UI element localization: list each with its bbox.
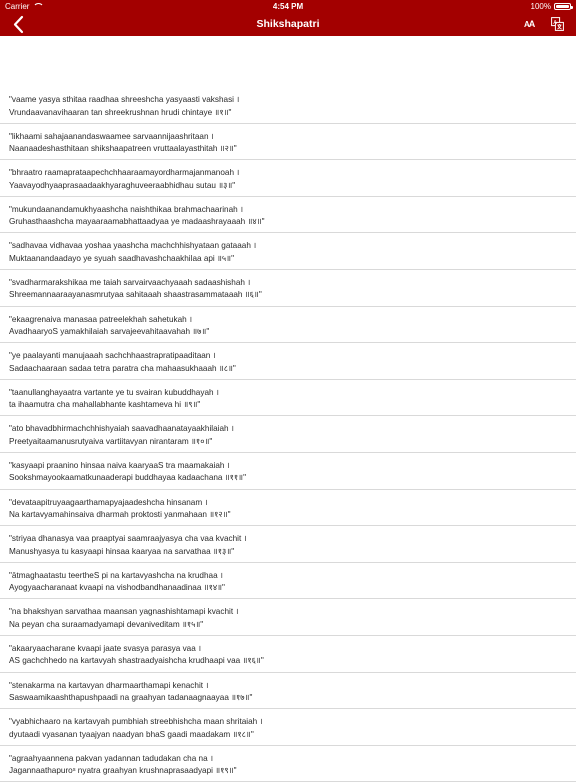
verse-line-2: Na kartavyamahinsaiva dharmah proktosti yanmahaan ॥१२॥" bbox=[9, 510, 231, 520]
verse-item[interactable] bbox=[0, 599, 576, 636]
verse-line-2: dyutaadi vyasanan tyaajyan naadyan bhaS gaadi maadakam ॥१८॥" bbox=[9, 729, 254, 739]
verse-item[interactable] bbox=[0, 636, 576, 673]
verse-line-1: "bhraatro raamaprataapechchhaaraamayordharmajanmanoah । bbox=[9, 168, 240, 178]
verse-line-2: Saswaamikaashthapushpaadi na graahyan tadanaagnaayaa ॥१७॥" bbox=[9, 693, 253, 702]
carrier-label: Carrier bbox=[5, 2, 30, 11]
battery-icon bbox=[554, 3, 571, 10]
verse-line-2: Na peyan cha suraamadyamapi devaniveditam ॥१५॥" bbox=[9, 619, 204, 629]
verse-line-2: Vrundaavanavihaaran tan shreekrushnan hrudi chintaye ॥१॥" bbox=[9, 107, 232, 117]
navigation-bar bbox=[0, 13, 576, 36]
verse-line-2: ta ihaamutra cha mahallabhante kashtameva hi ॥९॥" bbox=[9, 400, 201, 410]
svg-text:A: A bbox=[553, 19, 557, 26]
verse-item[interactable] bbox=[0, 197, 576, 234]
font-size-icon bbox=[524, 20, 534, 29]
verse-line-2: Sadaachaaraan sadaa tetra paratra cha mahaasukhaaah ॥८॥" bbox=[9, 363, 236, 373]
verse-line-1: "na bhakshyan sarvathaa maansan yagnashishtamapi kvachit । bbox=[9, 607, 239, 617]
verse-line-1: "striyaa dhanasya vaa praaptyai saamraajyasya cha vaa kvachit । bbox=[9, 534, 247, 544]
verse-item[interactable] bbox=[0, 563, 576, 600]
verse-item[interactable] bbox=[0, 343, 576, 380]
verse-line-2: Yaavayodhyaaprasaadaakhyaraghuveeraabhidhau sutau ॥३॥" bbox=[9, 180, 236, 190]
verse-list bbox=[0, 87, 576, 782]
verse-item[interactable] bbox=[0, 233, 576, 270]
verse-line-1: "ātmaghaatastu teertheS pi na kartavyashcha na krudhaa । bbox=[9, 570, 224, 580]
verse-line-1: "vyabhichaaro na kartavyah pumbhiah streebhishcha maan shritaiah । bbox=[9, 717, 263, 727]
verse-line-2: Manushyasya tu kasyaapi hinsaa kaaryaa na sarvathaa ॥१३॥" bbox=[9, 546, 235, 556]
verse-item[interactable] bbox=[0, 526, 576, 563]
verse-line-2: Jagannaathapuroˢ nyatra graahyan krushnaprasaadyapi ॥१९॥" bbox=[9, 766, 237, 776]
verse-line-1: "sadhavaa vidhavaa yoshaa yaashcha machchhishyataan gataaah । bbox=[9, 241, 257, 251]
font-size-small-a: A bbox=[524, 20, 529, 29]
verse-item[interactable] bbox=[0, 453, 576, 490]
font-size-button[interactable] bbox=[524, 17, 538, 31]
verse-line-1: "ato bhavadbhirmachchhishyaiah saavadhaanatayaakhilaiah । bbox=[9, 424, 234, 434]
translate-button[interactable] bbox=[551, 17, 564, 31]
verse-line-1: "devataapitruyaagaarthamapyajaadeshcha hinsanam । bbox=[9, 497, 208, 507]
verse-line-1: "vaame yasya sthitaa raadhaa shreeshcha yasyaasti vakshasi । bbox=[9, 95, 240, 104]
verse-line-1: "svadharmarakshikaa me taiah sarvairvaachyaaah sadaashishah । bbox=[9, 277, 251, 287]
verse-item[interactable] bbox=[0, 416, 576, 453]
verse-line-2: Gruhasthaashcha mayaaraamabhattaadyaa ye madaashrayaaah ॥४॥" bbox=[9, 217, 265, 227]
verse-item[interactable] bbox=[0, 87, 576, 124]
translate-icon bbox=[551, 17, 564, 31]
verse-line-2: Preetyaitaamanusrutyaiva vartiitavyan nirantaram ॥१०॥" bbox=[9, 436, 213, 446]
verse-item[interactable] bbox=[0, 380, 576, 417]
verse-item[interactable] bbox=[0, 673, 576, 710]
verse-line-1: "mukundaanandamukhyaashcha naishthikaa brahmachaarinah । bbox=[9, 204, 244, 214]
verse-item[interactable] bbox=[0, 160, 576, 197]
battery-percent: 100% bbox=[530, 2, 551, 11]
page-title: Shikshapatri bbox=[256, 18, 320, 30]
verse-line-2: Shreemannaaraayanasmrutyaa sahitaaah shaastrasammataaah ॥६॥" bbox=[9, 290, 262, 300]
verse-line-1: "taanullanghayaatra vartante ye tu svairan kubuddhayah । bbox=[9, 387, 219, 397]
verse-line-2: AvadhaaryoS yamakhilaiah sarvajeevahitaavahah ॥७॥" bbox=[9, 327, 210, 337]
verse-line-2: Sookshmayookaamatkunaaderapi buddhayaa kadaachana ॥११॥" bbox=[9, 473, 246, 483]
verse-line-1: "stenakarma na kartavyan dharmaarthamapi kenachit । bbox=[9, 680, 209, 690]
verse-line-2: Muktaanandaadayo ye syuah saadhavashchaakhilaa api ॥५॥" bbox=[9, 253, 234, 263]
status-bar bbox=[0, 0, 576, 13]
verse-line-1: "agraahyaannena pakvan yadannan tadudakan cha na । bbox=[9, 753, 214, 763]
font-size-big-a: A bbox=[528, 19, 535, 29]
verse-item[interactable] bbox=[0, 270, 576, 307]
verse-item[interactable] bbox=[0, 307, 576, 344]
battery-fill bbox=[556, 5, 569, 8]
verse-line-1: "akaaryaacharane kvaapi jaate svasya parasya vaa । bbox=[9, 643, 202, 653]
verse-line-2: Ayogyaacharanaat kvaapi na vishodbandhanaadinaa ॥१४॥" bbox=[9, 583, 225, 593]
verse-line-1: "ye paalayanti manujaaah sachchhaastrapratipaaditaan । bbox=[9, 351, 216, 361]
verse-line-2: Naanaadeshasthitaan shikshaapatreen vruttaalayasthitah ॥२॥" bbox=[9, 144, 237, 154]
verse-line-1: "kasyaapi praanino hinsaa naiva kaaryaaS tra maamakaiah । bbox=[9, 460, 230, 470]
verse-line-2: AS gachchhedo na kartavyah shastraadyaishcha krudhaapi vaa ॥१६॥" bbox=[9, 656, 264, 666]
verse-item[interactable] bbox=[0, 124, 576, 161]
verse-item[interactable] bbox=[0, 709, 576, 746]
status-time: 4:54 PM bbox=[272, 2, 304, 11]
verse-line-1: "likhaami sahajaanandaswaamee sarvaannijaashritaan । bbox=[9, 131, 214, 141]
verse-item[interactable] bbox=[0, 490, 576, 527]
verse-line-1: "ekaagrenaiva manasaa patreelekhah sahetukah । bbox=[9, 314, 193, 324]
verse-item[interactable] bbox=[0, 746, 576, 782]
